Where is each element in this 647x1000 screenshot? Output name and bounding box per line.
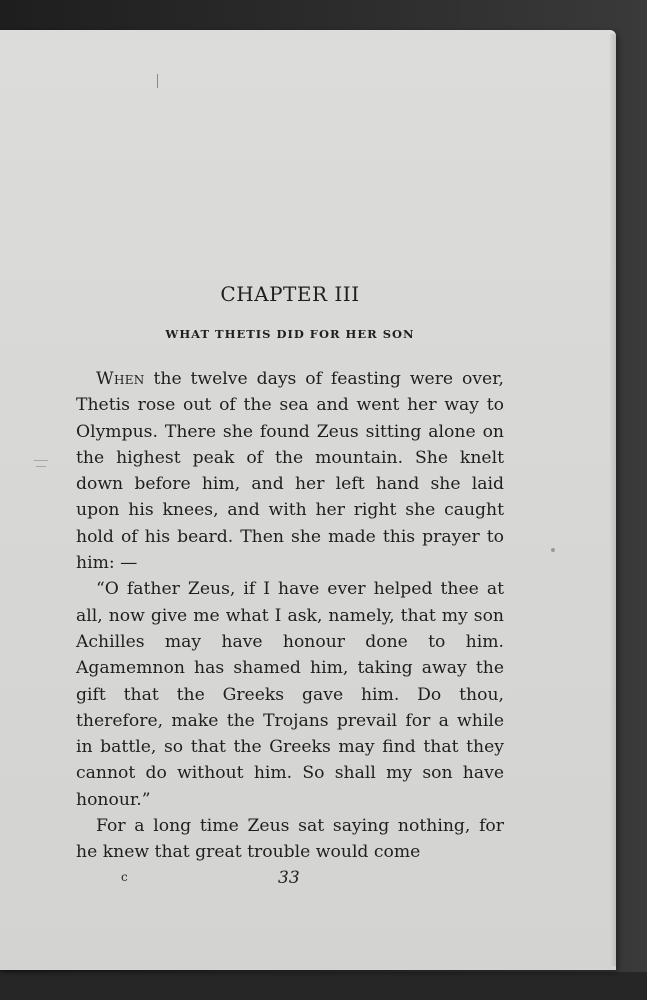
chapter-body xyxy=(76,366,504,866)
paragraph: “O father Zeus, if I have ever helped thee at all, now give me what I ask, namely, that my son Achilles may have honour done to him. Agamemnon has shamed him, taking away the gift that the Greeks gave him. Do thou, therefore, make the Trojans prevail for a while in battle, so that the Greeks may find that they cannot do without him. So shall my son have honour.” xyxy=(76,579,504,810)
page-speck xyxy=(551,548,555,552)
page-edge xyxy=(610,34,616,966)
book-page xyxy=(0,30,616,970)
paragraph xyxy=(76,366,504,576)
paragraph: For a long time Zeus sat saying nothing, for he knew that great trouble would come xyxy=(76,816,504,863)
page-tick-mark xyxy=(157,74,158,88)
margin-pencil-mark xyxy=(34,460,48,461)
chapter-title: CHAPTER III xyxy=(220,282,360,306)
scan-bottom-shadow xyxy=(0,972,647,1000)
chapter-subtitle: WHAT THETIS DID FOR HER SON xyxy=(165,327,415,341)
paragraph-text: the twelve days of feasting were over, Thetis rose out of the sea and went her way to Olympus. There she found Zeus sitting alone on the highest peak of the mountain. She knelt down before him, and her left hand she laid upon his knees, and with her right she caught hold of his beard. Then she made this prayer to him: — xyxy=(76,369,504,574)
lead-word: When xyxy=(96,369,145,389)
page-number: 33 xyxy=(278,868,300,888)
margin-pencil-mark xyxy=(36,466,46,467)
signature-mark: c xyxy=(121,870,128,884)
